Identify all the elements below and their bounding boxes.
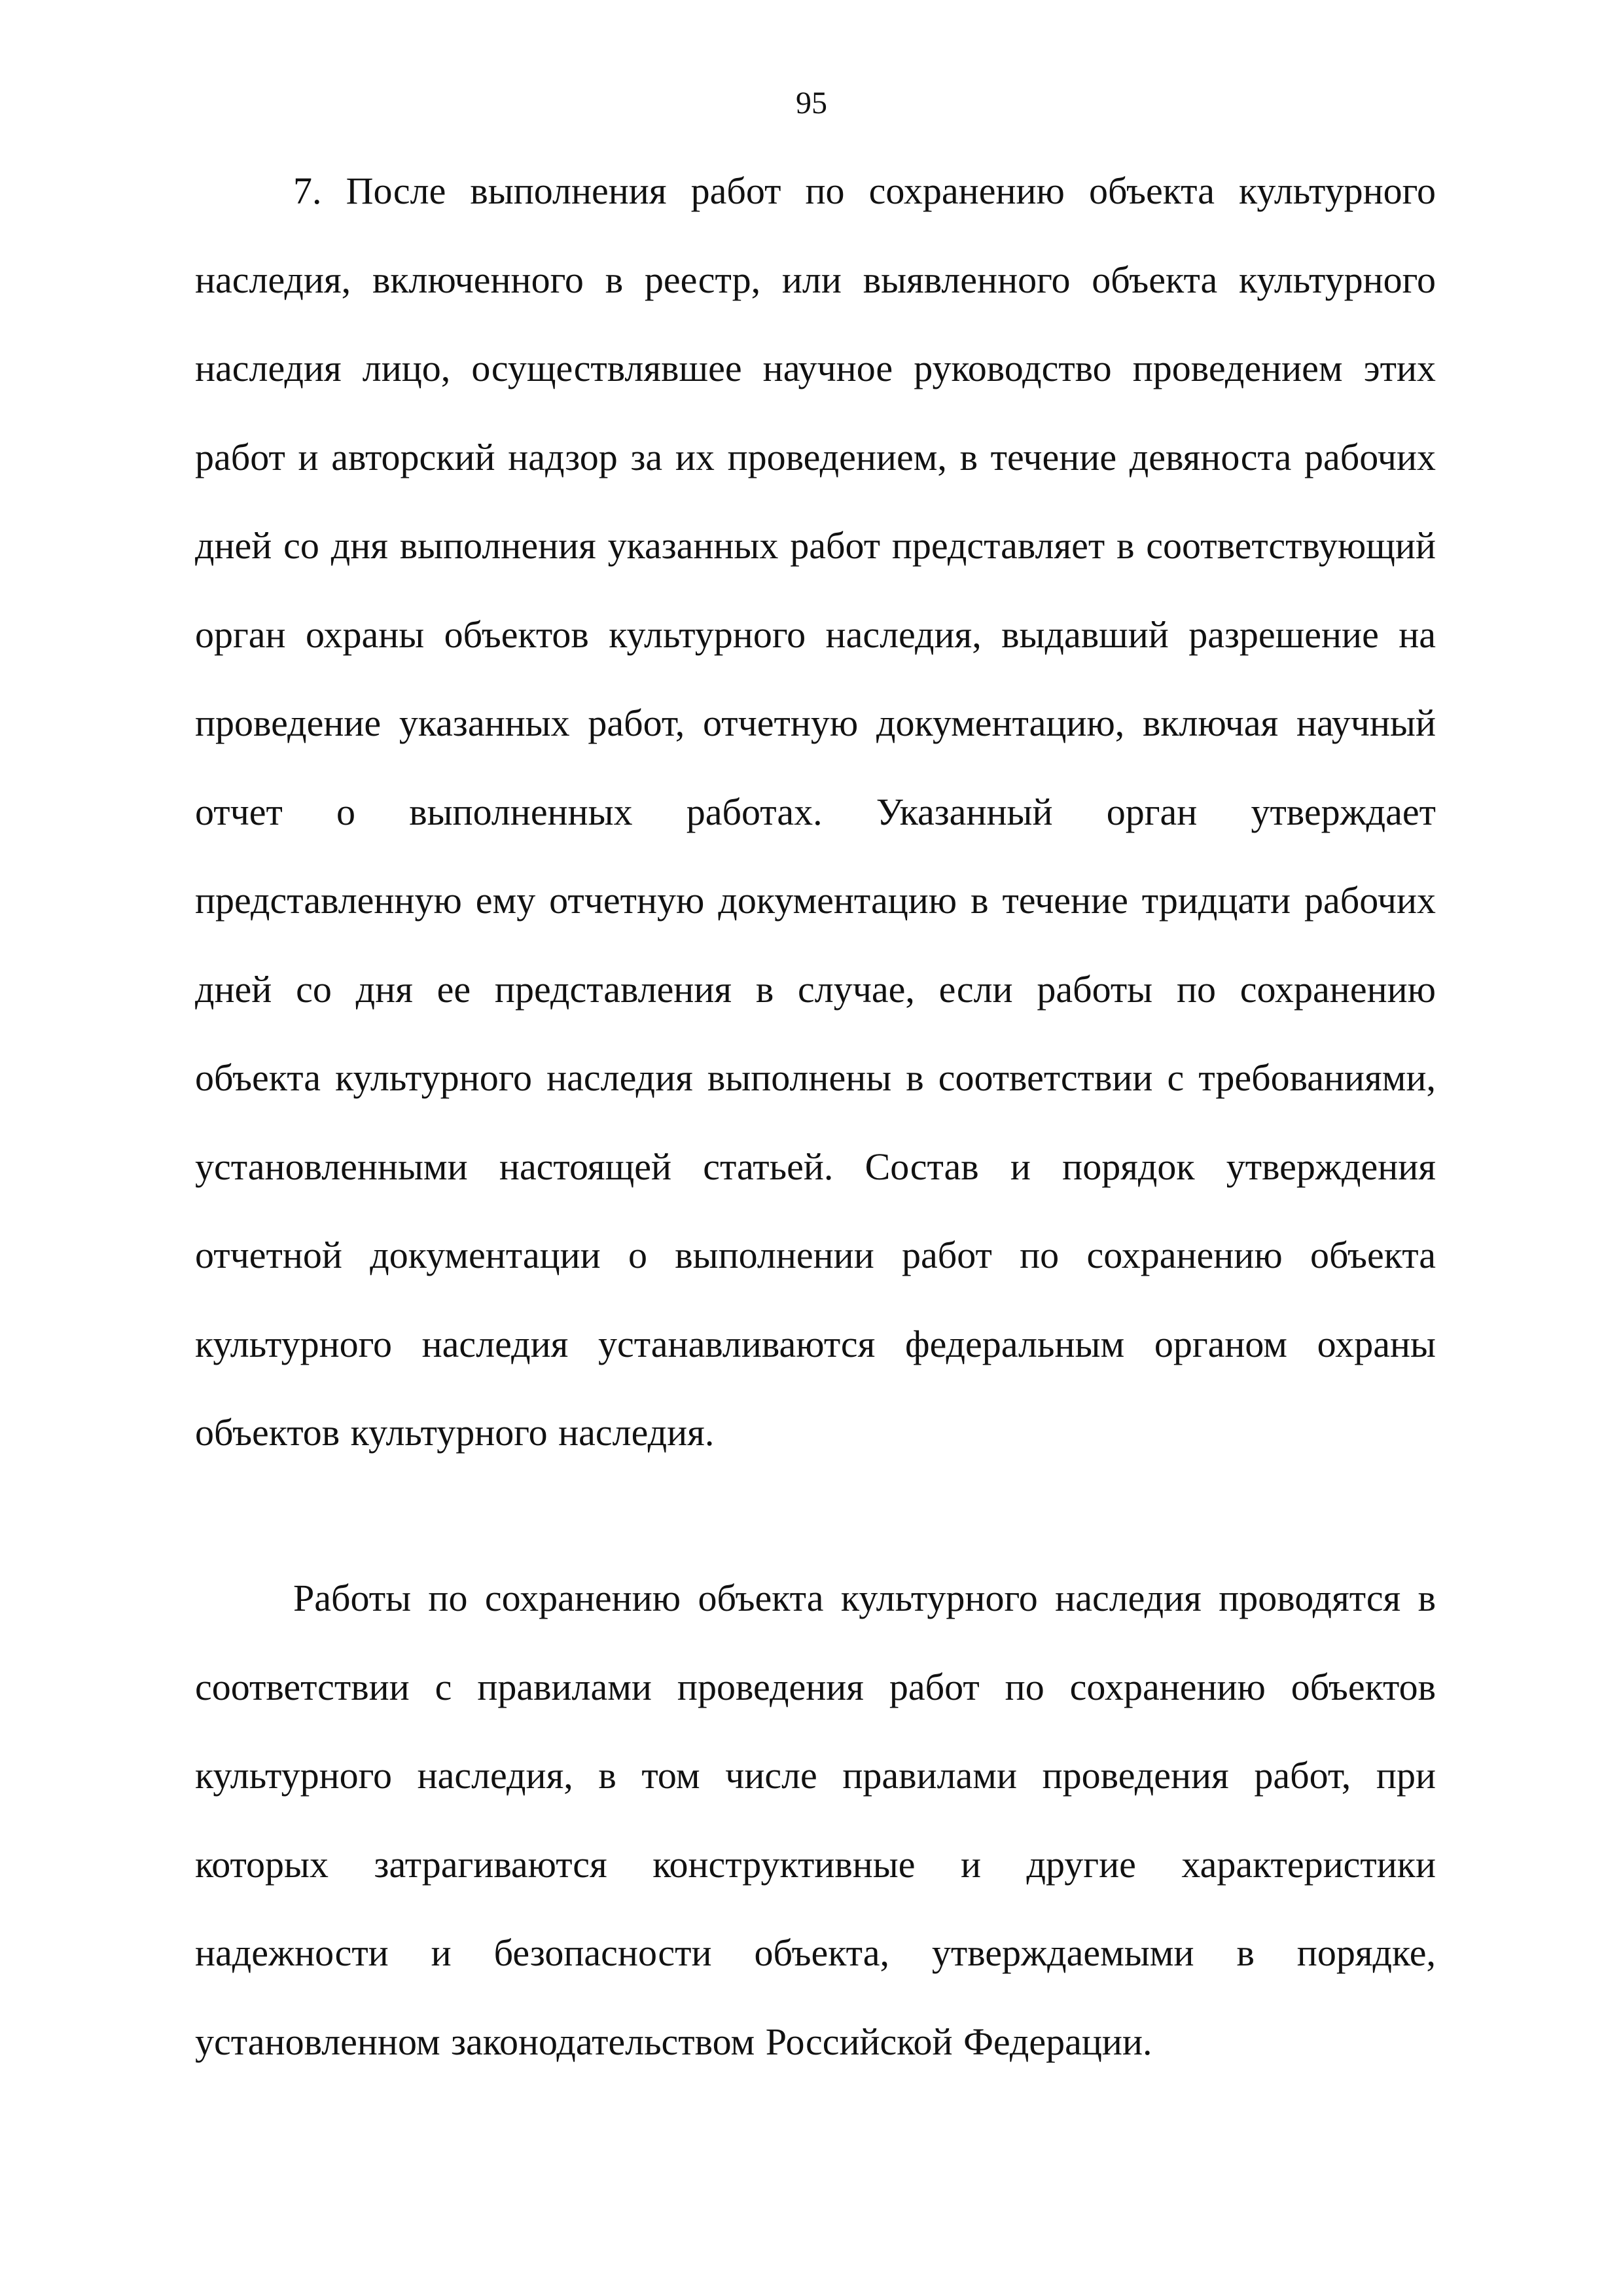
body-paragraph: Работы по сохранению объекта культурного наследия проводятся в соответствии с правилами проведения работ по сохранению объектов культурного наследия, в том числе правилами проведения работ, при которых затрагиваются конструктивные и другие характеристики надежности и безопасности объекта, утверждаемыми в порядке, установленном законодательством Российской Федерации. (195, 1577, 1436, 2063)
page-number: 95 (796, 86, 827, 120)
body-paragraph: 7. После выполнения работ по сохранению объекта культурного наследия, включенного в реестр, или выявленного объекта культурного наследия лицо, осуществлявшее научное руководство проведением этих работ и авторский надзор за их проведением, в течение девяноста рабочих дней со дня выполнения указанных работ представляет в соответствующий орган охраны объектов культурного наследия, выдавший разрешение на проведение указанных работ, отчетную документацию, включая научный отчет о выполненных работах. Указанный орган утверждает представленную ему отчетную документацию в течение тридцати рабочих дней со дня ее представления в случае, если работы по сохранению объекта культурного наследия выполнены в соответствии с требованиями, установленными настоящей статьей. Состав и порядок утверждения отчетной документации о выполнении работ по сохранению объекта культурного наследия устанавливаются федеральным органом охраны объектов культурного наследия. (195, 170, 1436, 1454)
